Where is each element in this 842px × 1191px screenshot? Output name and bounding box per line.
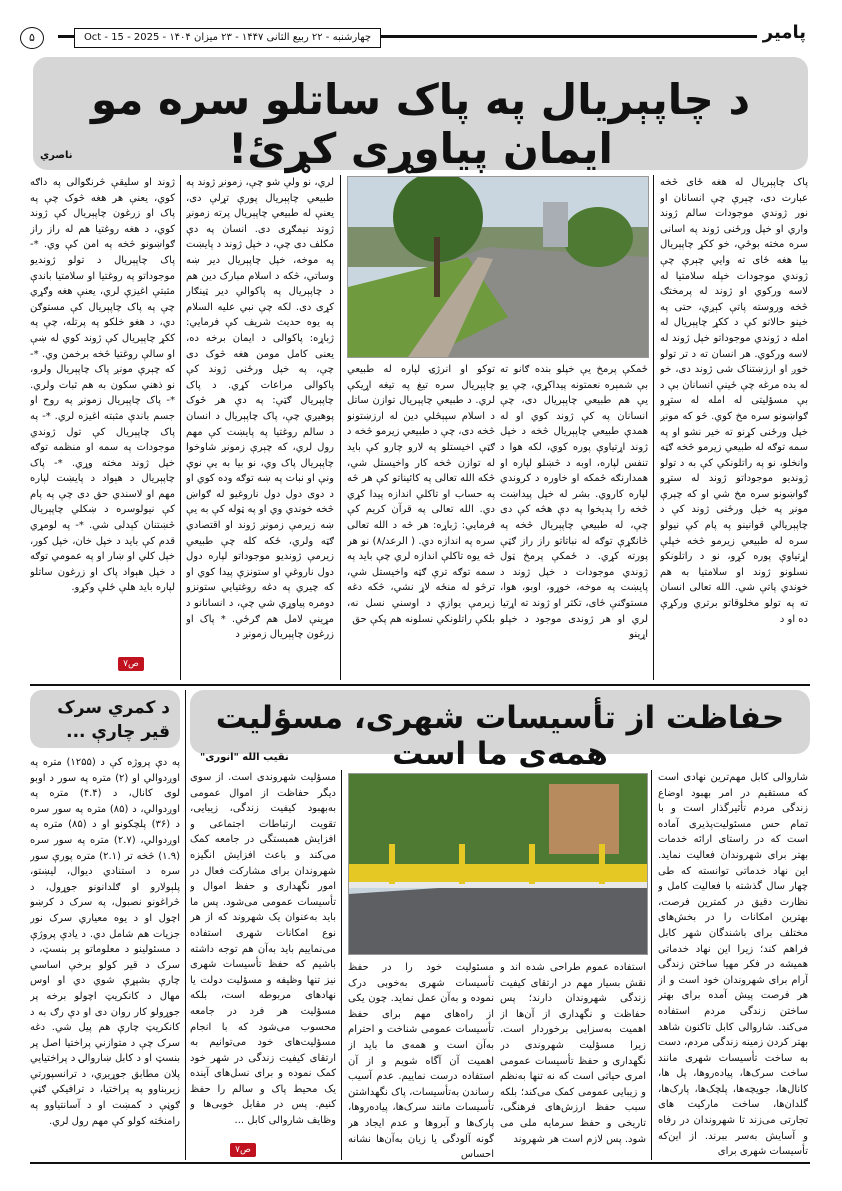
article2-col-right: شاروالی کابل مهم‌ترین نهادی است که مستقیم در امر بهبود اوضاع زندگی مردم تأثیرگذار است و با تمام حس مسئولیت‌پذیری آماده است که در راستای ارائه خدمات بهتر برای شهروندان فعالیت نماید. این نهاد خدماتی توانسته که طی چهار سال گذشته با فعالیت کامل و نظارت دقیق در کمترین فرصت، بهترین امکانات را در بخش‌های مختلف برای باشندگان شهر کابل فراهم کند؛ زیرا این نهاد خدماتی همیشه در فکر مهیا ساختن زندگی آرام برای شهروندان خود است و از هر فرصت پیش آمده برای بهتر ساختن زندگی مردم استفاده می‌کند. شاروالی کابل تاکنون شاهد بهتر کردن زمینه زندگی مردم، دست به ساخت تأسیسات شهری مانند ساخت سرک‌ها، پیاده‌روها، پل ها، کانال‌ها، جویچه‌ها، پلچک‌ها، پارک‌ها، گلدان‌ها، ساخت مارکیت های تجارتی می‌زند تا شهروندان در رفاه و آسایش به‌سر ببرند. از این‌که تأسیسات شهری برای: [658, 772, 808, 1158]
sidebar-headline-box: [30, 690, 180, 748]
masthead-title: پامیر: [757, 22, 812, 43]
column-divider: [180, 175, 181, 680]
article1-headline-box: [33, 57, 808, 173]
sidebar-headline: د کمري سرک قیر چارې ...: [57, 698, 170, 742]
article2-author: نقیب الله "انوری": [200, 752, 289, 763]
street-photo-illustration: [349, 774, 647, 954]
continued-icon: ص۷: [118, 657, 144, 671]
article1-col-left: ژوند او سلیقې څرنګوالی په داګه کوي، یعنې هر هغه څوک چې په پاک او زرغون چاپېریال کې ژوند کوي، د هغه روغتیا هم له راز راز ګواښونو څخه په امن کې وي. *- پاک چاپېریال د تولو ژوندیو موجوداتو په روغتیا او سلامتیا باندې مثبتې اغیزې لري، یعنې هغه وګړي چې په پاک چاپېریال کې مستوګن دي، د هغو خلکو په پرتله، چې په ککړ چاپېریال کې ژوند کوي له ښې او سالې روغتیا څخه برخمن وي. *- که چېرې مونږ پاک چاپېریال ولرو، نو ذهني سکون به هم ثبات ولري. *- پاک چاپېریال زمونږ په روح او جسم باندې مثبته اغیزه لري. *- په پاک چاپېریال کې تول ژوندي موجودات په سمه او منظمه توګه خپل ژوند مخته وړي. *- پاک چاپېریال د هېواد د پایښت لپاره مهم او لاسندي حق دی چې په پام کې نیولوسره د ښکلي چاپېریال څښتنان کېدلی شي. *- په لومړي قدم کې باید د خپل خان، خپل کور، خپل کلي او ښار او په عمومي توګه د خپل هېواد پاک او زرغون ساتلو لپاره باید هلې ځلې وکړو.: [30, 177, 175, 594]
column-divider: [341, 770, 342, 1160]
column-divider: [185, 690, 186, 1160]
column-divider: [653, 175, 654, 680]
sidebar-body: په دې پروژه کې د (۱۲۵۵) متره په اوږدوالي او (۲) متره په سور د اوبو لوی کانال، د (۴.۴) متره په اوږدوالي، د (۸۵) متره په سور سره د (۳۶) پلچکونو او د (۸۵) متره په اوږدوالي، (۲.۷) متره په سور سره (۱.۹) څخه تر (۲.۱) متره پورې سور سره د استنادي دیوال، لیښتو، پلېولارو او ګلدانونو جوړول، د څراغونو نصبول، په سرک د کرښو اچول او د یوه معیاري سرک نور جزیات هم شامل دي. د یادې پروژې د مسئولینو د معلوماتو پر بنسټ، د سرک د قیر کولو برخې اساسي چارې بشپړې شوي دي او اوس مهال د کانکریټ اچولو برخه پر جوړولو کار روان دی او دې رګ به د کانکریټ چارې هم پیل شي. دغه سرک چې د متوازني پراختیا اصل پر بنسټ او د کابل ښاروالۍ د پراختیایي پلان مطابق جوړیږي، د ترانسپورتي زیربناوو په پراختیا، د ترافیکي ګڼې ګوڼې د کمښت او د آسانتیاوو په رامنځته کولو کې مهم رول لري.: [30, 757, 180, 1127]
article2-headline: حفاظت از تأسیسات شهری، مسؤلیت همه‌ی ما است: [215, 700, 785, 772]
article1-col-mid-bottom-left: توکو او انرژۍ لپاره له طبیعي چاپېریال سره تیغ په تیغه اړیکې لري. د طبیعي چاپېریال توازن ساتل د اسلام سپېڅلي دین له ارزښتونو څخه دی، چې د طبیعي زیرمو څخه د ګټې اخیستلو په لارو چارو کې باید له توازن څخه کار واخیستل شي، څکه الله تعالی په کائیناتو کې هر څه په حساب او تاکلي اندازه پیدا کړي دي. الله تعالی په قرآن کریم کې فرمایي: ژباړه: هر څه د الله تعالی سره په اندازه دي. ( الرعد/۸) نو هر څه یوه تاکلې اندازه لري چې باید په سمه توګه ترې ګټه واخیستل شي، ترڅو له منځه لاړ نشي، څکه دغه زیرمې یوازې د اوسني نسل نه، بلکې راتلونکي نسلونه هم پکې حق: [347, 364, 495, 625]
tree: [563, 207, 633, 267]
page-number: ۵: [20, 27, 44, 49]
article2-col-mid-bottom-right: استفاده عموم طراحی شده اند و نقش بسیار مهم در ارتقای کیفیت زندگی شهروندان دارند؛ پس حفاظت و نگهداری از آن‌ها از اهمیت به‌سزایی برخوردار است. زیرا مسؤلیت شهروندی در نگهداری و حفظ تأسیسات عمومی امری حیاتی است که نه تنها به‌نظم و زیبایی عمومی کمک می‌کند؛ بلکه سبب حفظ ارزش‌های فرهنگی، تاریخی و حفظ سرمایه ملی می شود. پس لازم است هر شهروند: [500, 962, 646, 1145]
article2-col-mid-top: مسؤلیت شهروندی است. از سوی دیگر حفاظت از اموال عمومی به‌بهبود کیفیت زندگی، زیبایی، تقویت ارتباطات اجتماعی و افزایش همبستگی در جامعه کمک می‌کند و باعث افزایش انگیزه شهروندان برای مشارکت فعال در امور نگهداری و حفظ اموال و تأسیسات عمومی می‌شود. پس ما باید به‌عنوان یک شهروند که از هر نوع امکانات شهری استفاده می‌نماییم باید به‌آن هم توجه داشته باشیم که حفظ تأسیسات شهری نیز تنها وظیفه و مسؤلیت دولت یا نهادهای مربوطه است، بلکه مسؤلیت هر فرد در جامعه محسوب می‌شود که با انجام مسؤلیت‌های خود می‌توانیم به ارتقای کیفیت زندگی در شهر خود کمک نموده و برای نسل‌های آینده یک محیط پاک و سالم را حفظ کنیم. پس در مقابل خوبی‌ها و وظایف شاروالی کابل ...: [190, 772, 336, 1127]
planter-post: [529, 844, 535, 884]
section-rule: [30, 684, 810, 686]
column-divider: [651, 770, 652, 1160]
article1-author: ناصري: [40, 150, 73, 161]
article1-col-mid-top: لري، نو ولې شو چې، زمونږ ژوند په طبیعي چاپېریال پورې تړلې دی، یعنې له طبیعي چاپېریال پرته زمونږ ژوند نیمګړی دی. انسان په دې مکلف دی چې، د خپل ژوند د پایښت په موخه، خپل چاپېریال دیر ښه وساتي، څکه د اسلام مبارک دین هم د چاپېریال په پاکوالي دیر ټینګار کړی دی. لکه چې نبي علیه السلام په یوه حدیث شریف کې فرمایي: ژباړه: پاکوالی د ایمان برخه ده، یعنی کامل مومن هغه څوک دی چې، په خپل ورځنی ژوند کې پاکوالی مراعات کړي. د پاک چاپېریال ګټې: په دې هر څوک پوهیږي چې، پاک چاپېریال د انسان د سالم روغتیا په پایښت کې مهم رول لري، که چېرې زمونږ شاوخوا چاپېریال پاک وي، نو بیا به یې نوې ونې او نبات په ښه توګه وده کوي او د دوی دول دول ناروغیو له ګواښ څخه خوندي وي او په ټوله کې به یې ښه زیرمې زمونږ ژوند او اقتصادي ګټه ولري، ځکه کله چې طبیعي زیرمې ژوندیو موجوداتو لپاره دول دول ناروغي او ستونزې پیدا کوي او که چیري په دغه روغتیایي ستونزو دومره پیاوړي شي چې، د انسانانو د مړینې لامل هم ګرځي. * پاک او زرغون چاپېریال زمونږ د: [186, 177, 334, 641]
street-planters-photo: [348, 773, 648, 955]
issue-date: چهارشنبه - ۲۲ ربیع الثانی ۱۴۴۷ - ۲۳ میزان ۱۴۰۴ - Oct - 15 - 2025: [74, 28, 381, 48]
tree-trunk: [434, 237, 440, 297]
building: [549, 784, 619, 854]
continued-icon: ص۷: [230, 1143, 256, 1157]
article1-col-right: پاک چاپېریال له هغه ځای څخه عبارت دی، چېرې چې انسانان او نور ژوندي موجودات سالم ژوند واري او خپل ورځنی ژوند په اسانی سره مخته بوځي، خو ککړ چاپېریال بیا هغه ځای ته وایي چېرې چې ژوندي موجودات خپله سلامتیا له لاسه ورکوي او ژوند له پرمختګ څخه وروسته پاتې کېږي، حتی په خینو حالاتو کې د ککړ چاپېریال له امله د ژوندي موجوداتو خپل ژوند له لاسه ورکوي. هر انسان ته د تر تولو خوږ او ارزښتناک شی ژوند دی، خو له بده مرغه چې ځینې انسانان بې د بې مسؤلیتی له امله له ستړو ګواښونو سره مخ کوي. څو که مونږ خپل ورځنی کړنو ته خیر نشو او په سمه توګه له طبیعي زیرمو څخه ګټه وانخلو، نو په راتلونکي کې به د تولو ژوندیو موجوداتو ژوند له ستړو ګواښونو سره مخ شي او که چېرې مونږ په خپل ورځنی ژوند کې د چاپېریالي قوانینو په پام کې نیولو سره له طبیعي زیرمو څخه خپلې اړتیاوې پوره کړو، نو د راتلونکو نسلونو ژوند او سلامتیا به هم خوندي پاتې شي. الله تعالی انسان ته په تولو مخلوقاتو برتري ورکړې ده او د: [660, 177, 808, 625]
park-photo-illustration: [348, 177, 648, 357]
article2-col-mid-bottom-left: مسئولیت خود را در حفظ تأسیسات شهری به‌خوبی درک نموده و به‌آن عمل نماید. چون یکی از راه‌های مهم برای حفظ تأسیسات عمومی شناخت و احترام به‌آن است و همه‌ی ما باید از اهمیت آن آگاه شویم و از آن استفاده درست نماییم. عدم آسیب رساندن به‌تأسیسات، پاک نگهداشتن تأسیسات مانند سرک‌ها، پیاده‌روها، پارک‌ها و آبروها و عدم ایجاد هر گونه آلودگی یا زیان به‌آن‌ها نشانه احساس: [348, 962, 494, 1160]
article1-col-mid-bottom-right: ځمکې پرمخ یې خپلو بنده ګانو ته بې شمېره نعمتونه پیداکړي، چې یو یې هم طبیعي چاپېریال دی، چې انسانان په کې ژوند کوي او له همدې طبیعي چاپېریال څخه د خپل ژوند اړتیاوې پوره کوي، لکه هوا د تنفس لپاره، اوبه د څښلو لپاره او همدارنګه څمکه او خاوره د کروندي لپاره کاروي. بشر له خپل پیداښت څخه را پدېخوا په دې هڅه کې دی چې، له طبیعي چاپېریال څخه په څانګړې توګه له نباتاتو راز راز ګټې پورته کړي. د ځمکې پرمخ ټول ژوندي موجودات د خپل ژوند د پایښت په موخه، خوړو، اوبو، هوا، مستوګنې ځای، تکثر او ژوند ته اړتیا لري او هر ژوندی موجود د خپلو اړینو: [500, 364, 648, 641]
planter-post: [389, 844, 395, 884]
park-pathway-photo: [347, 176, 649, 358]
article1-headline: د چاپېریال په پاک ساتلو سره مو ایمان پیاوړی کړئ!: [90, 75, 751, 173]
planter-post: [599, 844, 605, 884]
footer-rule: [30, 1162, 810, 1164]
column-divider: [340, 175, 341, 680]
building: [543, 202, 568, 247]
planter-post: [459, 844, 465, 884]
